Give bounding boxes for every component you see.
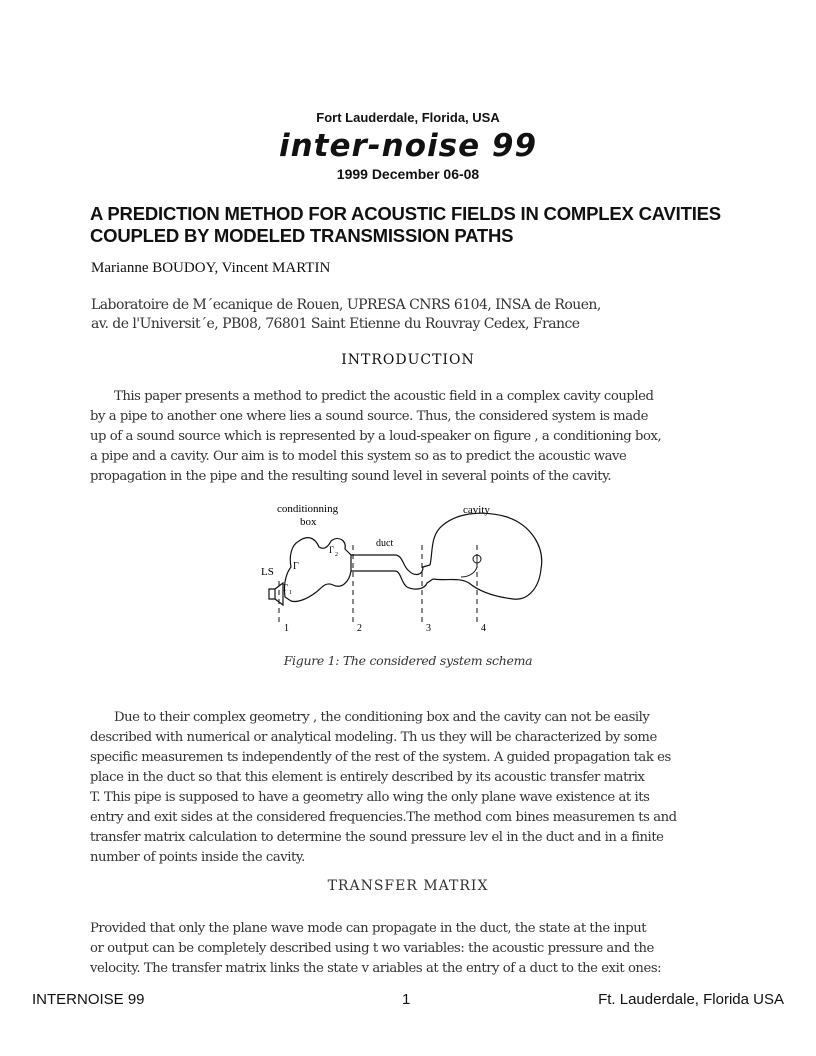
conference-location: Fort Lauderdale, Florida, USA bbox=[316, 110, 500, 125]
paragraph-line: described with numerical or analytical modeling. Th us they will be characterized by some bbox=[90, 730, 657, 745]
paragraph-line: T. This pipe is supposed to have a geometry allo wing the only plane wave existence at its bbox=[90, 790, 650, 805]
affiliation-line: av. de l'Universit´e, PB08, 76801 Saint Etienne du Rouvray Cedex, France bbox=[91, 316, 580, 332]
label-cavity: cavity bbox=[463, 504, 490, 516]
label-gamma2-sub: 2 bbox=[335, 552, 338, 558]
paragraph-line: up of a sound source which is represented by a loud-speaker on figure , a conditioning box, bbox=[90, 429, 662, 444]
label-duct: duct bbox=[376, 538, 394, 549]
label-section-1: 1 bbox=[284, 623, 289, 634]
paragraph-line: specific measuremen ts independently of the rest of the system. A guided propagation tak es bbox=[90, 750, 671, 765]
section-heading-introduction: INTRODUCTION bbox=[341, 352, 475, 368]
conference-dates: 1999 December 06-08 bbox=[336, 166, 480, 182]
paragraph-line: propagation in the pipe and the resulting sound level in several points of the cavity. bbox=[90, 469, 612, 484]
paper-title: A PREDICTION METHOD FOR ACOUSTIC FIELDS IN COMPLEX CAVITIES COUPLED BY MODELED TRANSMISSION PATHS bbox=[90, 203, 721, 246]
footer-conference: INTERNOISE 99 bbox=[32, 991, 145, 1008]
paragraph-line: Provided that only the plane wave mode can propagate in the duct, the state at the input bbox=[90, 921, 647, 936]
footer-location: Ft. Lauderdale, Florida USA bbox=[598, 991, 784, 1008]
label-ls: LS bbox=[261, 566, 274, 578]
label-gamma2: Γ bbox=[329, 545, 335, 555]
authors: Marianne BOUDOY, Vincent MARTIN bbox=[91, 260, 331, 276]
paragraph-line: transfer matrix calculation to determine the sound pressure lev el in the duct and in a finite bbox=[90, 830, 664, 845]
paragraph-line: velocity. The transfer matrix links the state v ariables at the entry of a duct to the exit ones: bbox=[90, 961, 662, 976]
loudspeaker-icon bbox=[269, 583, 283, 605]
paragraph-line: by a pipe to another one where lies a sound source. Thus, the considered system is made bbox=[90, 409, 648, 424]
label-section-3: 3 bbox=[426, 623, 431, 634]
paragraph-line: entry and exit sides at the considered frequencies.The method com bines measuremen ts and bbox=[90, 810, 677, 825]
paragraph-line: number of points inside the cavity. bbox=[90, 850, 305, 865]
label-gamma1-sub: 1 bbox=[289, 590, 292, 596]
conference-logo: inter-noise 99 bbox=[278, 128, 538, 164]
label-gamma: Γ bbox=[293, 561, 299, 572]
paragraph-line: a pipe and a cavity. Our aim is to model this system so as to predict the acoustic wave bbox=[90, 449, 627, 464]
figure-caption: Figure 1: The considered system schema bbox=[283, 653, 533, 668]
label-gamma1: Γ bbox=[283, 583, 289, 593]
section-heading-transfer-matrix: TRANSFER MATRIX bbox=[327, 878, 489, 894]
paragraph-line: or output can be completely described using t wo variables: the acoustic pressure and the bbox=[90, 941, 654, 956]
label-conditioning: conditionning bbox=[277, 503, 339, 515]
label-section-2: 2 bbox=[357, 623, 362, 634]
paragraph-line: This paper presents a method to predict the acoustic field in a complex cavity coupled bbox=[114, 389, 654, 404]
paragraph-line: place in the duct so that this element is entirely described by its acoustic transfer matrix bbox=[90, 770, 645, 785]
affiliation-line: Laboratoire de M´ecanique de Rouen, UPRESA CNRS 6104, INSA de Rouen, bbox=[91, 297, 601, 313]
label-box: box bbox=[300, 516, 317, 528]
paragraph-line: Due to their complex geometry , the conditioning box and the cavity can not be easily bbox=[114, 710, 650, 725]
label-section-4: 4 bbox=[481, 623, 486, 634]
system-schema-figure bbox=[255, 497, 555, 642]
footer-page-number: 1 bbox=[402, 991, 411, 1008]
cavity-outline bbox=[430, 513, 542, 599]
